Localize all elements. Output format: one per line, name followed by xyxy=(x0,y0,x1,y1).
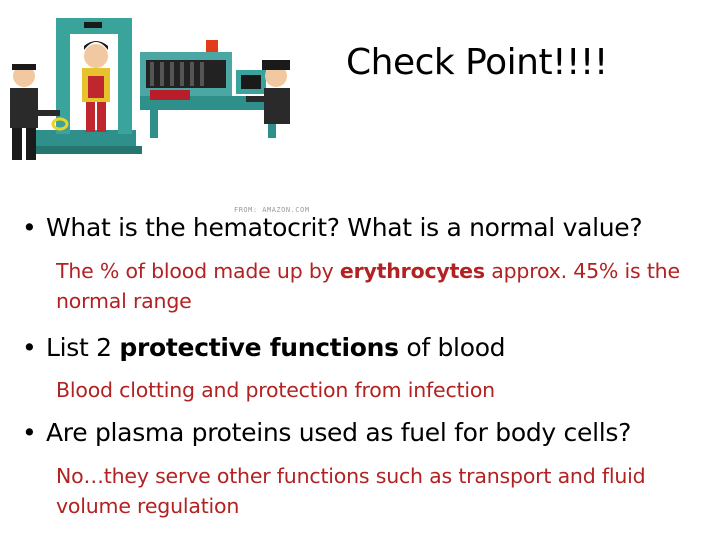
bullet-question-3: • Are plasma proteins used as fuel for body cells? xyxy=(22,418,632,447)
bullet-answer-1: The % of blood made up by erythrocytes approx. 45% is the normal range xyxy=(56,259,680,313)
bullet-answer-2: Blood clotting and protection from infection xyxy=(56,378,495,402)
bullet-glyph: • xyxy=(22,418,37,447)
slide-title: Check Point!!!! xyxy=(346,42,608,83)
bullet-answer-3: No…they serve other functions such as transport and fluid volume regulation xyxy=(56,464,646,518)
answer-keyword: erythrocytes xyxy=(339,259,485,283)
bullet-glyph: • xyxy=(22,213,37,242)
question-keyword: protective functions xyxy=(119,333,399,362)
bullet-question-2: • List 2 protective functions of blood xyxy=(22,333,506,362)
security-checkpoint-toy-photo xyxy=(0,0,312,212)
bullet-glyph: • xyxy=(22,333,37,362)
image-credit: FROM: AMAZON.COM xyxy=(234,206,310,214)
bullet-question-1: • What is the hematocrit? What is a normal value? xyxy=(22,213,643,242)
